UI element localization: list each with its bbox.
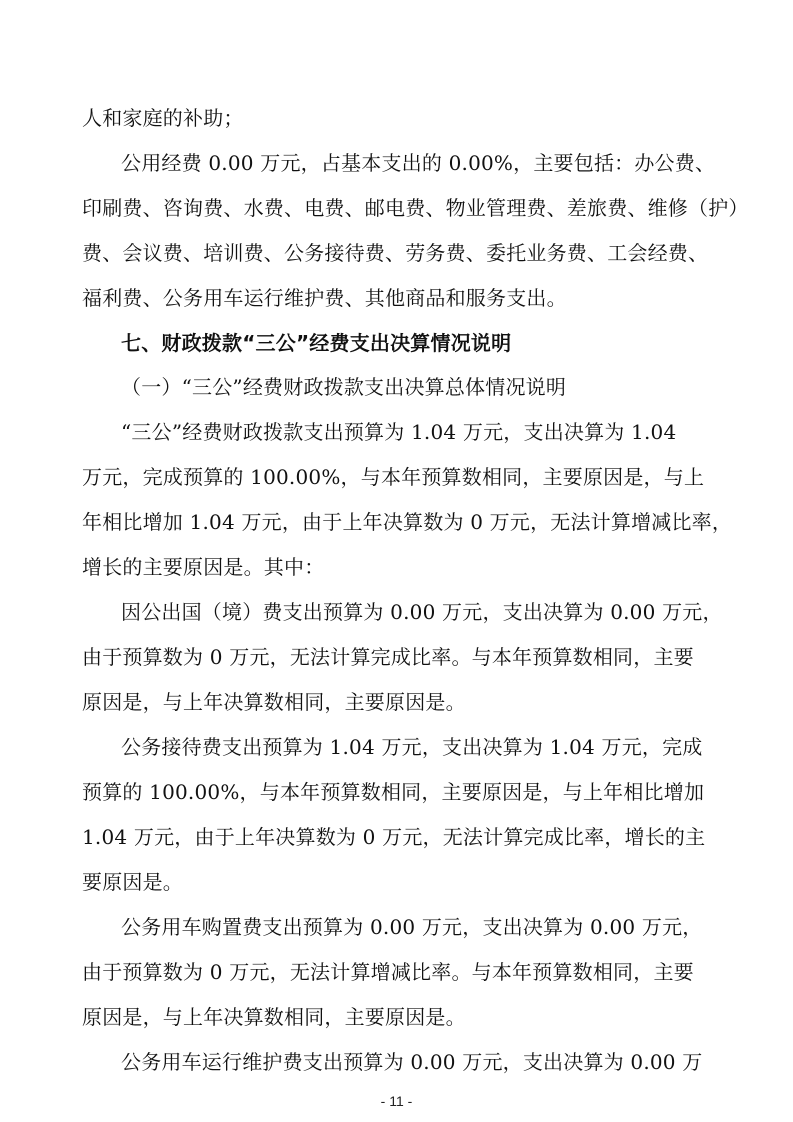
text-line: 公用经费 0.00 万元，占基本支出的 0.00%，主要包括：办公费、 xyxy=(121,151,716,175)
text-line: 要原因是。 xyxy=(82,870,183,894)
text-line: 福利费、公务用车运行维护费、其他商品和服务支出。 xyxy=(82,286,567,310)
page-number: - 11 - xyxy=(380,1093,413,1109)
text-line: 增长的主要原因是。其中： xyxy=(82,555,325,579)
section-heading: 七、财政拨款“三公”经费支出决算情况说明 xyxy=(121,331,512,355)
text-line: 原因是，与上年决算数相同，主要原因是。 xyxy=(82,1005,466,1029)
text-line: 费、会议费、培训费、公务接待费、劳务费、委托业务费、工会经费、 xyxy=(82,241,709,265)
text-line: 因公出国（境）费支出预算为 0.00 万元，支出决算为 0.00 万元， xyxy=(121,600,723,624)
text-line: 印刷费、咨询费、水费、电费、邮电费、物业管理费、差旅费、维修（护） xyxy=(82,196,749,220)
text-line: 人和家庭的补助； xyxy=(82,106,244,130)
text-line: 公务用车运行维护费支出预算为 0.00 万元，支出决算为 0.00 万 xyxy=(121,1050,703,1074)
text-line: 由于预算数为 0 万元，无法计算增减比率。与本年预算数相同，主要 xyxy=(82,960,694,984)
text-line: 由于预算数为 0 万元，无法计算完成比率。与本年预算数相同，主要 xyxy=(82,645,694,669)
text-line: 原因是，与上年决算数相同，主要原因是。 xyxy=(82,690,466,714)
subsection-heading: （一）“三公”经费财政拨款支出决算总体情况说明 xyxy=(121,375,567,399)
text-line: 预算的 100.00%，与本年预算数相同，主要原因是，与上年相比增加 xyxy=(82,780,705,804)
text-line: 公务用车购置费支出预算为 0.00 万元，支出决算为 0.00 万元， xyxy=(121,915,703,939)
text-line: 公务接待费支出预算为 1.04 万元，支出决算为 1.04 万元，完成 xyxy=(121,735,703,759)
text-line: 年相比增加 1.04 万元，由于上年决算数为 0 万元，无法计算增减比率， xyxy=(82,510,733,534)
text-line: 万元，完成预算的 100.00%，与本年预算数相同，主要原因是，与上 xyxy=(82,465,705,489)
text-line: 1.04 万元，由于上年决算数为 0 万元，无法计算完成比率，增长的主 xyxy=(82,825,706,849)
text-line: “三公”经费财政拨款支出预算为 1.04 万元，支出决算为 1.04 xyxy=(121,420,677,444)
